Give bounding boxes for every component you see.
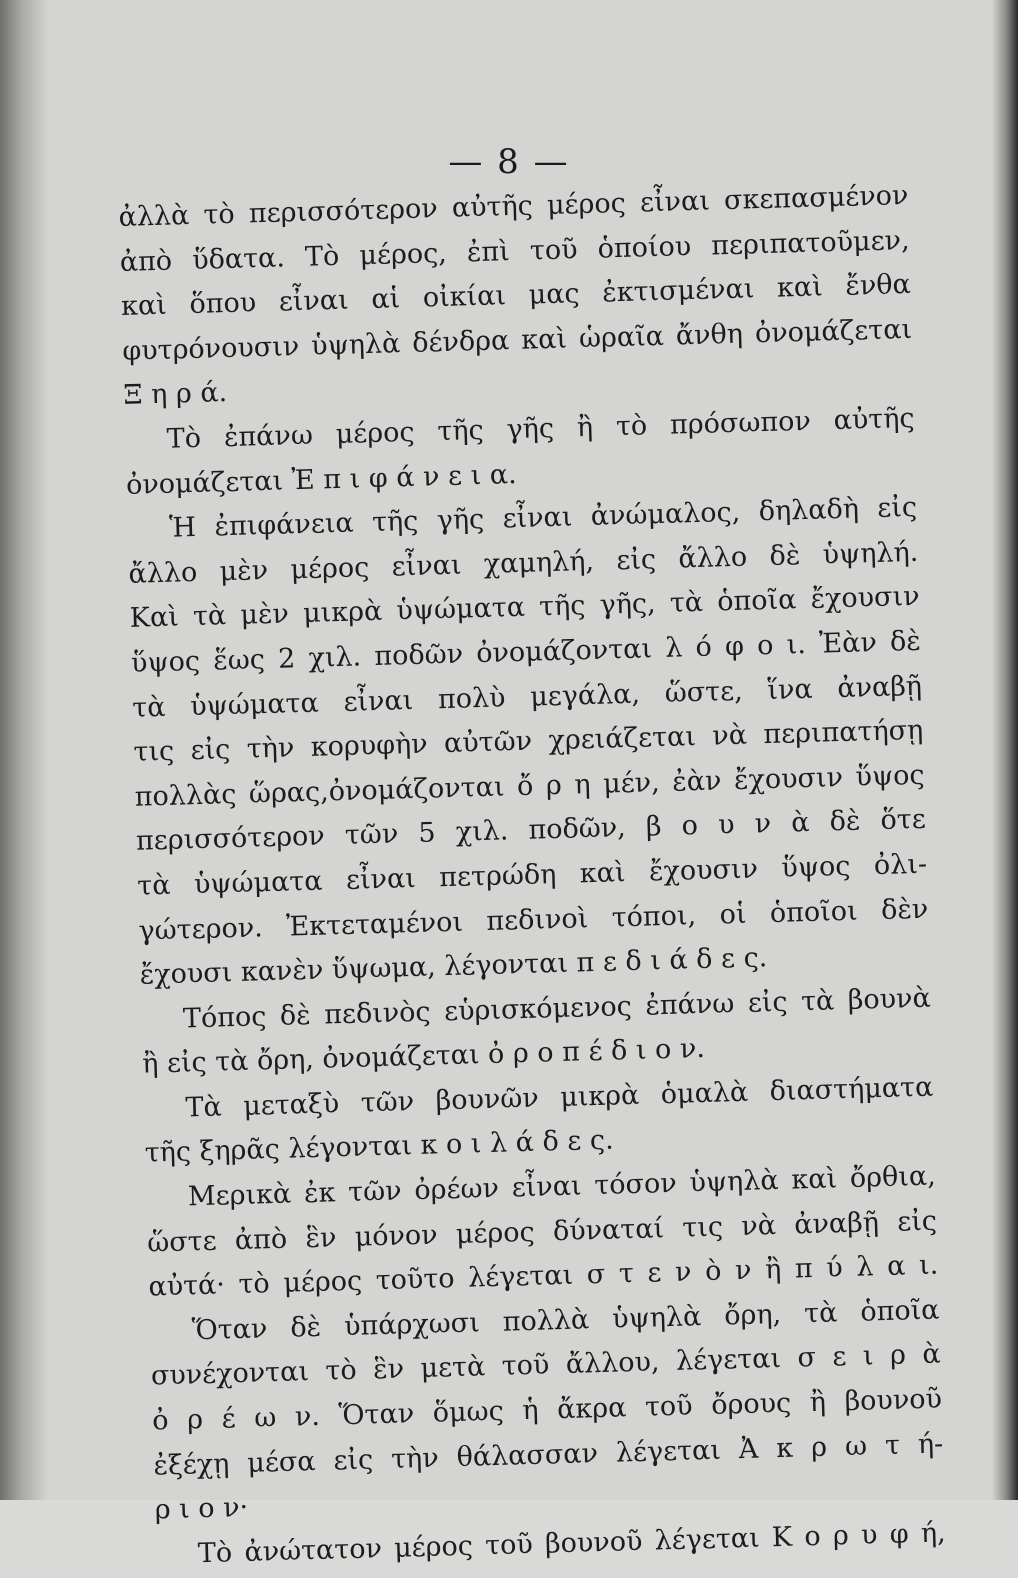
body-text <box>118 174 946 1578</box>
text-line: γώτερον. Ἐκτεταμένοι πεδινοὶ τόποι, οἱ ὁποῖοι δὲν <box>138 893 929 947</box>
text-line: καὶ ὅπου εἶναι αἱ οἰκίαι μας ἐκτισμέναι καὶ ἔνθα <box>120 269 912 323</box>
text-line: Τόπος δὲ πεδινὸς εὑρισκόμενος ἐπάνω εἰς τὰ βουνὰ <box>182 982 932 1035</box>
text-line: ρ ι ο ν· <box>154 1492 249 1526</box>
text-line: συνέχονται τὸ ἓν μετὰ τοῦ ἄλλου, λέγεται σ ε ι ρ ὰ <box>150 1338 942 1392</box>
text-line: φυτρόνουσιν ὑψηλὰ δένδρα καὶ ὡραῖα ἄνθη ὀνομάζεται <box>121 313 913 367</box>
text-line: τις εἰς τὴν κορυφὴν αὐτῶν χρειάζεται νὰ περιπατήσῃ <box>133 714 924 768</box>
text-line: αὐτά· τὸ μέρος τοῦτο λέγεται σ τ ε ν ὸ ν ἢ π ύ λ α ι. <box>148 1249 939 1303</box>
text-line: ἐξέχῃ μέσα εἰς τὴν θάλασσαν λέγεται Ἀ κ ρ ω τ ή- <box>153 1428 944 1482</box>
text-line: Ὅταν δὲ ὑπάρχωσι πολλὰ ὑψηλὰ ὄρη, τὰ ὁποῖα <box>191 1294 940 1347</box>
text-line: ὕψος ἕως 2 χιλ. ποδῶν ὀνομάζονται λ ό φ ο ι. Ἐὰν δὲ <box>130 625 922 679</box>
text-line: τῆς ξηρᾶς λέγονται κ ο ι λ ά δ ε ς. <box>144 1125 615 1170</box>
page-number: — 8 — <box>448 142 570 182</box>
text-line: τὰ ὑψώματα εἶναι πετρώδη καὶ ἔχουσιν ὕψος ὀλι- <box>136 848 928 902</box>
text-line: Τὰ μεταξὺ τῶν βουνῶν μικρὰ ὁμαλὰ διαστήματα <box>185 1071 934 1124</box>
text-line: ὀ ρ έ ω ν. Ὅταν ὅμως ἡ ἄκρα τοῦ ὄρους ἢ βουνοῦ <box>151 1383 943 1437</box>
text-line: Καὶ τὰ μὲν μικρὰ ὑψώματα τῆς γῆς, τὰ ὁποῖα ἔχουσιν <box>129 581 920 635</box>
text-line: Ξ η ρ ά. <box>123 377 228 412</box>
text-line: Ἡ ἐπιφάνεια τῆς γῆς εἶναι ἀνώμαλος, δηλαδὴ εἰς <box>168 491 918 544</box>
text-line: περισσότερον τῶν 5 χιλ. ποδῶν, β ο υ ν ὰ δὲ ὅτε <box>135 804 927 858</box>
page-gutter-shadow <box>0 0 48 1500</box>
text-line: Τὸ ἐπάνω μέρος τῆς γῆς ἢ τὸ πρόσωπον αὐτῆς <box>166 402 915 455</box>
text-line: ὀνομάζεται Ἐ π ι φ ά ν ε ι α. <box>125 458 517 501</box>
text-line: τὰ ὑψώματα εἶναι πολὺ μεγάλα, ὥστε, ἵνα ἀναβῇ <box>131 670 923 724</box>
text-line: ἢ εἰς τὰ ὄρη, ὀνομάζεται ὀ ρ ο π έ δ ι ο ν. <box>141 1033 706 1080</box>
text-line: ἀλλὰ τὸ περισσότερον αὐτῆς μέρος εἶναι σκεπασμένον <box>118 179 909 233</box>
page-edge-shadow <box>992 0 1018 1500</box>
text-line: ἄλλο μὲν μέρος εἶναι χαμηλή, εἰς ἄλλο δὲ ὑψηλή. <box>128 536 919 590</box>
text-line: ἔχουσι κανὲν ὕψωμα, λέγονται π ε δ ι ά δ ε ς. <box>139 942 768 991</box>
text-line: Μερικὰ ἐκ τῶν ὀρέων εἶναι τόσον ὑψηλὰ καὶ ὄρθια, <box>187 1160 937 1213</box>
text-line: πολλὰς ὥρας,ὀνομάζονται ὄ ρ η μέν, ἐὰν ἔχουσιν ὕψος <box>134 759 925 813</box>
text-line: ὥστε ἀπὸ ἓν μόνον μέρος δύναταί τις νὰ ἀναβῇ εἰς <box>146 1205 938 1259</box>
text-line: Τὸ ἀνώτατον μέρος τοῦ βουνοῦ λέγεται Κ ο ρ υ φ ή, <box>197 1517 947 1570</box>
text-line: ἀπὸ ὕδατα. Τὸ μέρος, ἐπὶ τοῦ ὁποίου περιπατοῦμεν, <box>119 224 910 278</box>
